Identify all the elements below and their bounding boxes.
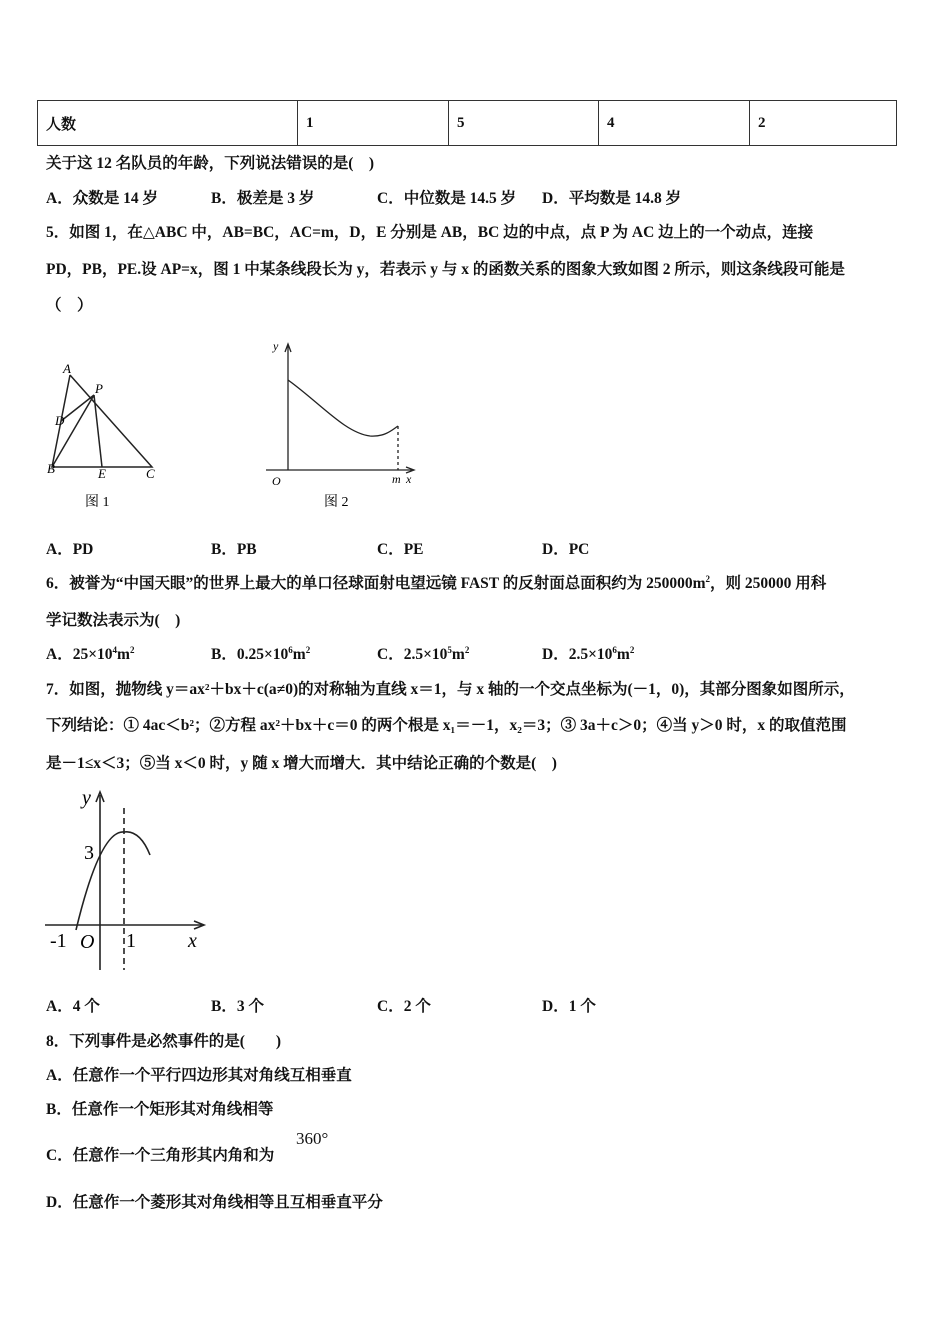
q7-line1: 7．如图，抛物线 y＝ax²＋bx＋c(a≠0)的对称轴为直线 x＝1，与 x 轴的一个交点坐标为(－1，0)，其部分图象如图所示， (46, 681, 855, 698)
q5-figure-2 (260, 338, 420, 513)
q8-option-d: D．任意作一个菱形其对角线相等且互相垂直平分 (46, 1194, 383, 1211)
fig1-label-p: P (95, 381, 103, 396)
q5-option-b: B．PB (211, 541, 257, 558)
q6-option-c: C．$2.5\times 10^5m^2$ (377, 644, 470, 663)
q8-option-a: A．任意作一个平行四边形其对角线互相垂直 (46, 1067, 352, 1084)
q8-option-c-value: 360° (296, 1129, 329, 1148)
fig2-label-o: O (272, 474, 281, 488)
q7-line3: 是－1≤x＜3；⑤当 x＜0 时，y 随 x 增大而增大．其中结论正确的个数是( ) (46, 755, 557, 772)
q4-option-b: B．极差是 3 岁 (211, 190, 315, 207)
table-cell: 5 (449, 101, 599, 146)
q8-option-c: C．任意作一个三角形其内角和为 (46, 1147, 275, 1164)
q5-option-a: A．PD (46, 541, 94, 558)
fig7-label-x: x (188, 930, 197, 952)
fig2-caption: 图 2 (324, 495, 349, 510)
fig1-caption: 图 1 (85, 495, 110, 510)
age-table (37, 100, 897, 146)
fig1-label-c: C (146, 466, 155, 481)
table-cell: 2 (750, 101, 897, 146)
q4-option-a: A．众数是 14 岁 (46, 190, 158, 207)
fig1-label-e: E (98, 466, 106, 481)
fig1-label-b: B (47, 461, 55, 476)
table-header-cell: 人数 (38, 101, 298, 146)
q4-option-d: D．平均数是 14.8 岁 (542, 190, 682, 207)
q5-option-c: C．PE (377, 541, 424, 558)
q7-option-d: D．1 个 (542, 998, 596, 1015)
fig2-label-y: y (273, 339, 279, 353)
q7-option-c: C．2 个 (377, 998, 431, 1015)
q8-stem: 8．下列事件是必然事件的是( ) (46, 1033, 282, 1050)
fig7-label-neg1: -1 (50, 930, 67, 952)
q6-option-b: B．$0.25\times 10^6m^2$ (211, 644, 311, 663)
fig1-label-d: D (55, 413, 65, 428)
table-cell: 4 (599, 101, 750, 146)
q5-line1: 5．如图 1，在△ABC 中，AB=BC，AC=m，D，E 分别是 AB，BC 边的中点，点 P 为 AC 边上的一个动点，连接 (46, 224, 814, 241)
q4-option-c: C．中位数是 14.5 岁 (377, 190, 517, 207)
q4-stem: 关于这 12 名队员的年龄，下列说法错误的是( ) (46, 155, 375, 172)
q5-line3: （ ） (46, 297, 93, 314)
q7-line2: 下列结论：① 4ac＜b²；②方程 ax²＋bx＋c＝0 的两个根是 x₁＝－1，x₂＝3；③ 3a＋c＞0；④当 y＞0 时，x 的取值范围 (46, 717, 847, 734)
q7-parabola-figure (40, 780, 220, 980)
fig2-label-x: x (406, 472, 412, 486)
fig7-label-1: 1 (126, 930, 136, 952)
q7-option-b: B．3 个 (211, 998, 264, 1015)
fig7-label-3: 3 (84, 842, 94, 864)
q6-line2: 学记数法表示为( ) (46, 612, 181, 629)
q6-option-a: A．$25\times 10^4m^2$ (46, 644, 135, 663)
fig7-label-o: O (80, 931, 95, 953)
table-cell: 1 (298, 101, 449, 146)
q7-option-a: A．4 个 (46, 998, 100, 1015)
q5-option-d: D．PC (542, 541, 590, 558)
q6-line1: 6．被誉为“中国天眼”的世界上最大的单口径球面射电望远镜 FAST 的反射面总面积约为 $250000m^2$，则 250000 用科 (46, 573, 827, 592)
q6-option-d: D．$2.5\times 10^6m^2$ (542, 644, 635, 663)
fig1-label-a: A (63, 361, 71, 376)
q5-line2: PD，PB，PE.设 AP=x，图 1 中某条线段长为 y，若表示 y 与 x 的函数关系的图象大致如图 2 所示，则这条线段可能是 (46, 261, 845, 278)
fig7-label-y: y (82, 787, 91, 809)
q5-figure-1 (40, 355, 170, 515)
q8-option-b: B．任意作一个矩形其对角线相等 (46, 1101, 274, 1118)
fig2-label-m: m (392, 472, 401, 486)
